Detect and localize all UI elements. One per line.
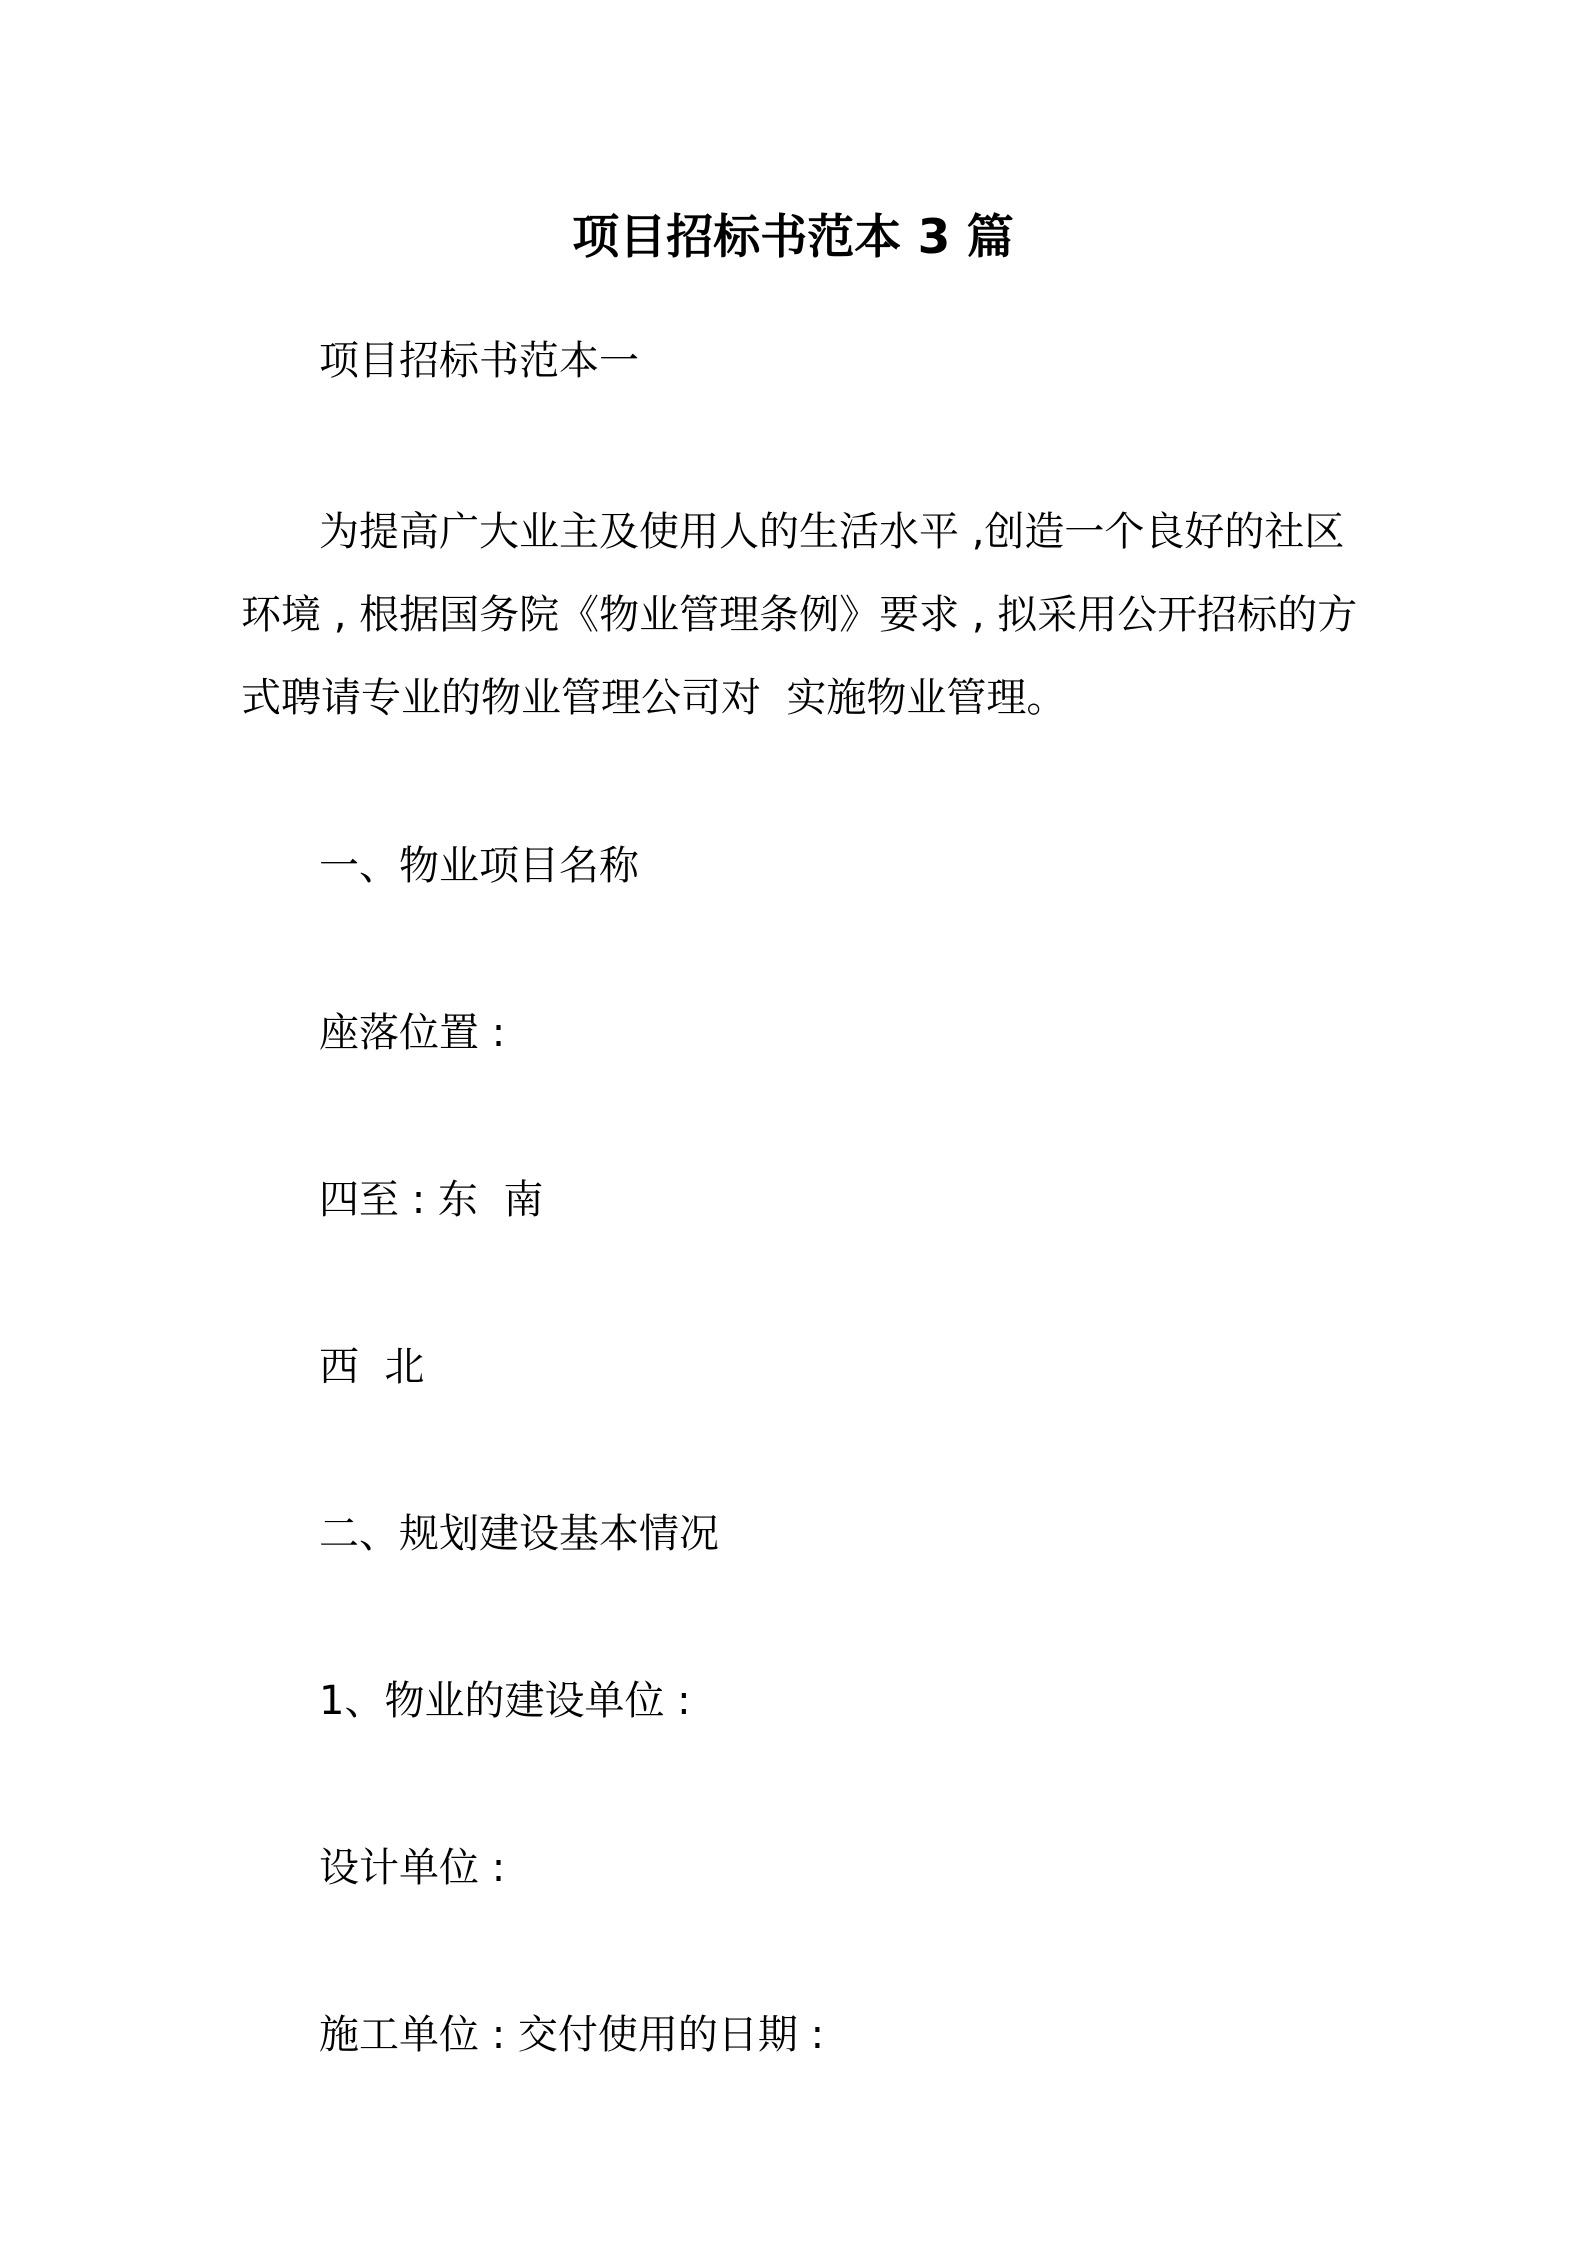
boundaries-west-north: 西 北 xyxy=(319,1344,425,1390)
intro-line-2: 环境 , 根据国务院《物业管理条例》要求 , 拟采用公开招标的方 xyxy=(241,592,1358,638)
section-2-heading: 二、规划建设基本情况 xyxy=(319,1511,719,1557)
subtitle: 项目招标书范本一 xyxy=(319,338,639,384)
design-unit-field: 设计单位 : xyxy=(319,1845,506,1891)
intro-line-3: 式聘请专业的物业管理公司对 实施物业管理。 xyxy=(241,675,1067,721)
location-field: 座落位置 : xyxy=(319,1010,506,1056)
boundaries-east-south: 四至 : 东 南 xyxy=(319,1177,544,1223)
intro-line-1: 为提高广大业主及使用人的生活水平 ,创造一个良好的社区 xyxy=(319,509,1345,555)
construction-unit-field: 施工单位 : 交付使用的日期 : xyxy=(319,2012,825,2058)
section-1-heading: 一、物业项目名称 xyxy=(319,843,639,889)
builder-field: 1、物业的建设单位 : xyxy=(319,1678,691,1724)
document-title: 项目招标书范本 3 篇 xyxy=(572,210,1014,265)
